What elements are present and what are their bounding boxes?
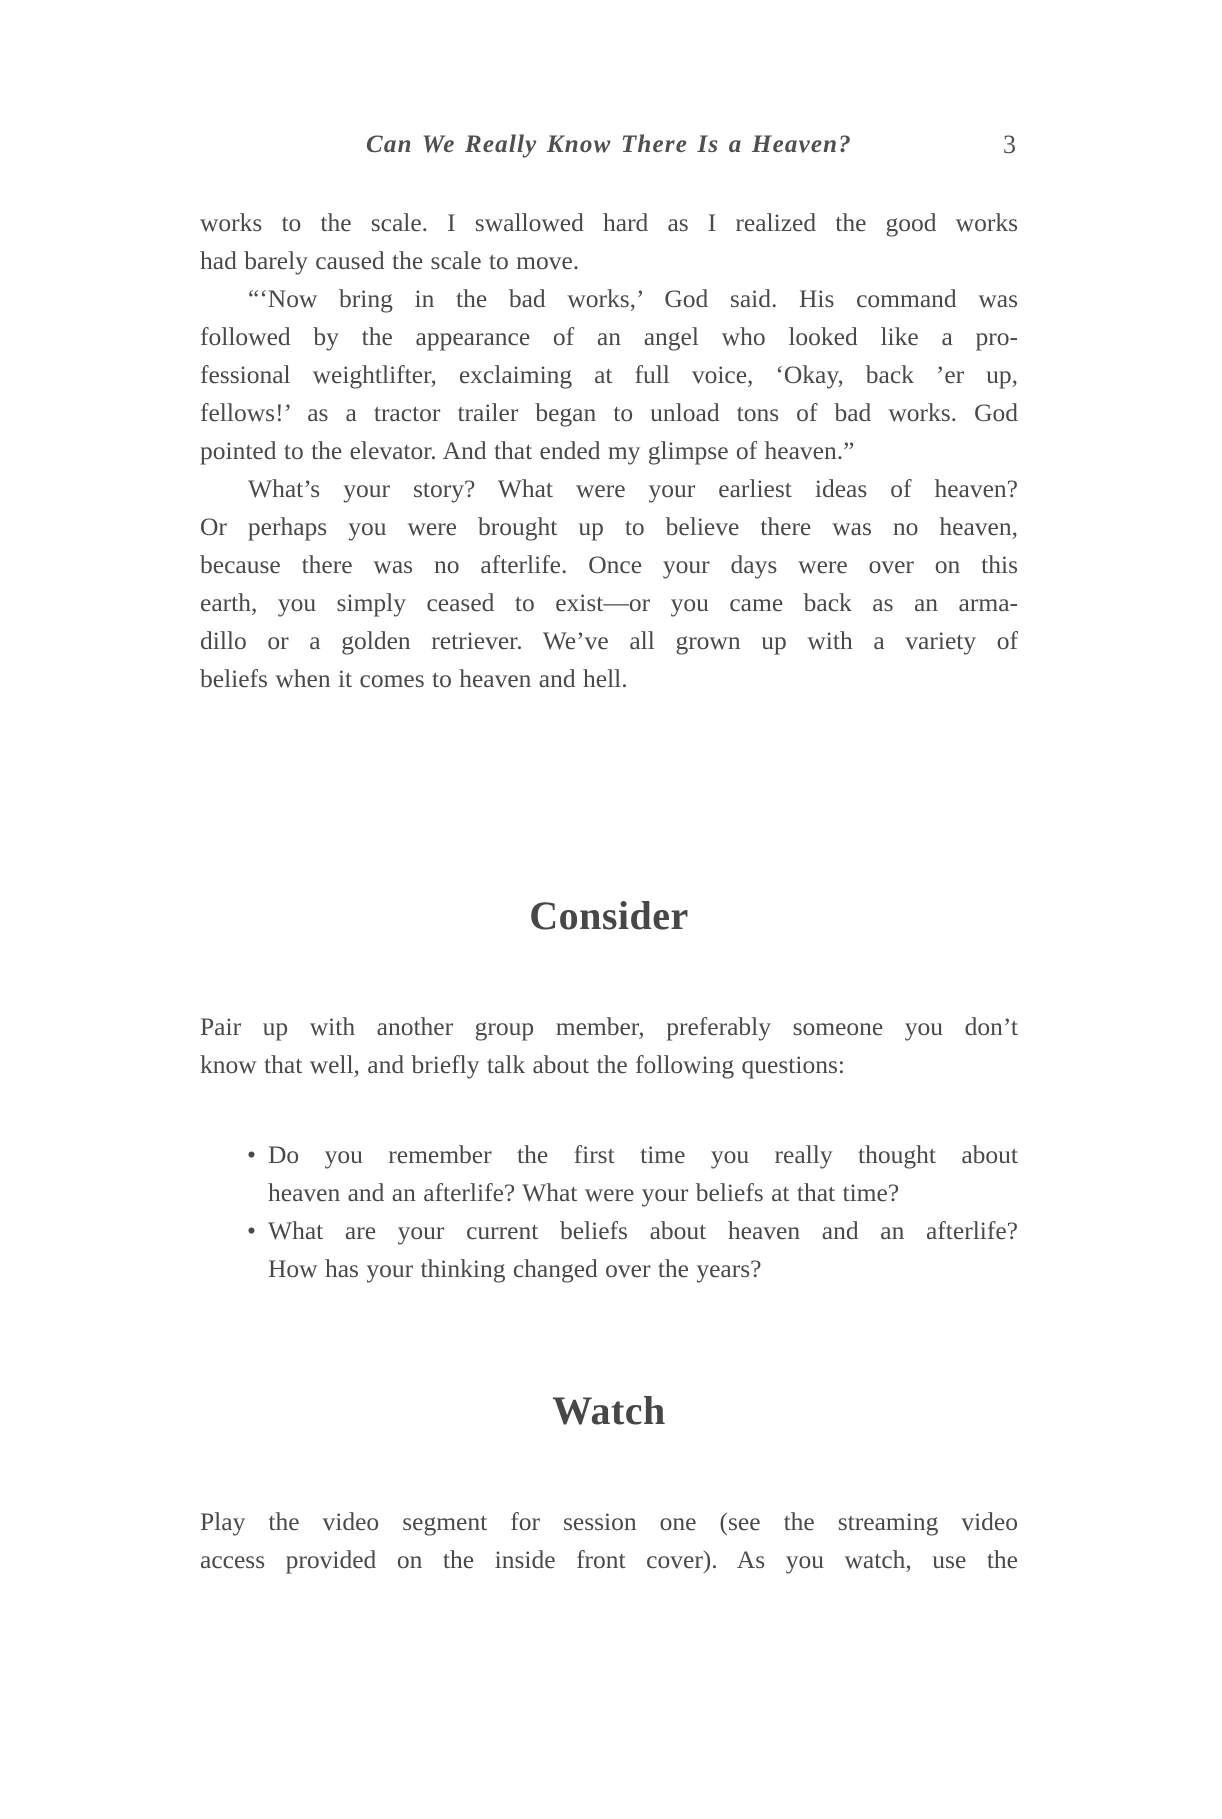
text-line: had barely caused the scale to move. — [200, 246, 580, 275]
paragraph-bad-works — [200, 280, 1018, 470]
bullet-list — [200, 1136, 1018, 1288]
text-line: heaven and an afterlife? What were your beliefs at that time? — [268, 1178, 900, 1207]
bullet-item — [200, 1212, 1018, 1288]
text-line: earth, you simply ceased to exist—or you came back as an arma- — [200, 588, 1018, 617]
page-number: 3 — [1003, 130, 1016, 159]
text-line: access provided on the inside front cover). As you watch, use the — [200, 1545, 1018, 1574]
text-line: Play the video segment for session one (see the streaming video — [200, 1507, 1018, 1536]
text-line: fessional weightlifter, exclaiming at full voice, ‘Okay, back ’er up, — [200, 360, 1018, 389]
text-line: pointed to the elevator. And that ended my glimpse of heaven.” — [200, 436, 855, 465]
paragraph-your-story — [200, 470, 1018, 698]
text-line: “‘Now bring in the bad works,’ God said. His command was — [248, 284, 1018, 313]
text-line: Pair up with another group member, preferably someone you don’t — [200, 1012, 1018, 1041]
section-heading-watch: Watch — [552, 1388, 666, 1433]
text-line: beliefs when it comes to heaven and hell. — [200, 664, 628, 693]
paragraph-play-video — [200, 1503, 1018, 1579]
text-line: Or perhaps you were brought up to believe there was no heaven, — [200, 512, 1018, 541]
text-line: because there was no afterlife. Once your days were over on this — [200, 550, 1018, 579]
text-line: works to the scale. I swallowed hard as I realized the good works — [200, 208, 1018, 237]
paragraph-pair-up — [200, 1008, 1018, 1084]
text-line: dillo or a golden retriever. We’ve all grown up with a variety of — [200, 626, 1018, 655]
bullet-marker: • — [247, 1140, 256, 1169]
text-line: fellows!’ as a tractor trailer began to unload tons of bad works. God — [200, 398, 1018, 427]
bullet-marker: • — [247, 1216, 256, 1245]
bullet-item — [200, 1136, 1018, 1212]
text-line: What’s your story? What were your earliest ideas of heaven? — [248, 474, 1018, 503]
paragraph-continued — [200, 204, 1018, 280]
text-line: followed by the appearance of an angel who looked like a pro- — [200, 322, 1018, 351]
text-line: know that well, and briefly talk about the following questions: — [200, 1050, 845, 1079]
text-block — [200, 128, 1018, 1579]
text-line: Do you remember the first time you really thought about — [268, 1140, 1018, 1169]
page-header — [200, 128, 1018, 162]
running-title: Can We Really Know There Is a Heaven? — [366, 131, 852, 158]
text-line: What are your current beliefs about heaven and an afterlife? — [268, 1216, 1018, 1245]
section-heading-consider: Consider — [529, 893, 689, 938]
text-line: How has your thinking changed over the years? — [268, 1254, 762, 1283]
